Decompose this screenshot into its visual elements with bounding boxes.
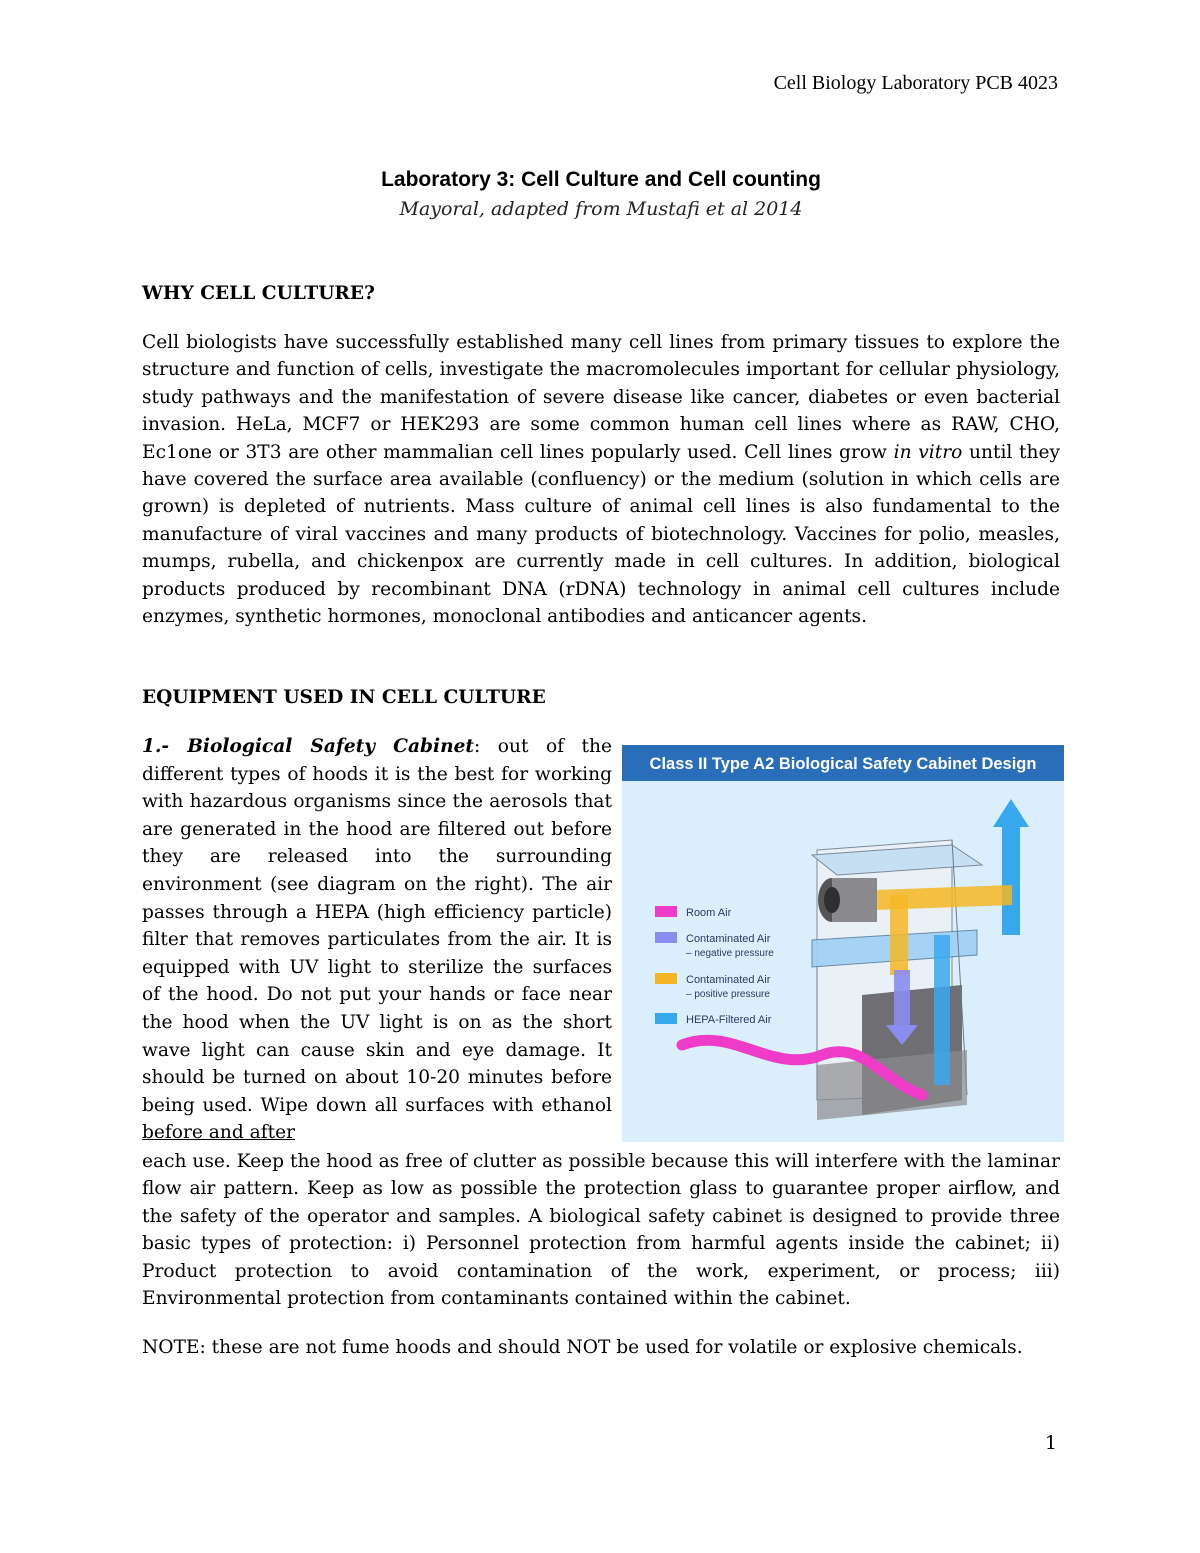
paragraph-text: Cell biologists have successfully established many cell lines from primary tissues to explore the structure and function of cells, investigate the macromolecules important for cellular physiology, study pathways and the manifestation of severe disease like cancer, diabetes or even bacterial invasion. HeLa, MCF7 or HEK293 are some common human cell lines where as RAW, CHO, Ec1one or 3T3 are other mammalian cell lines popularly used. Cell lines grow xyxy=(142,332,1060,463)
page-subtitle: Mayoral, adapted from Mustafi et al 2014 xyxy=(399,198,803,220)
equipment-item-1-text xyxy=(142,733,612,1147)
paragraph-text: out of the different types of hoods it is the best for working with hazardous organisms since the aerosols that are generated in the hood are filtered out before they are released into the surrounding environment (see diagram on the right). The air passes through a HEPA (high efficiency particle) filter that removes particulates from the air. It is equipped with UV light to sterilize the surfaces of the hood. Do not put your hands or face near the hood when the UV light is on as the short wave light can cause skin and eye damage. It should be turned on about 10-20 minutes before being used. Wipe down all surfaces with ethanol xyxy=(142,736,612,1116)
legend-sublabel: – negative pressure xyxy=(686,948,774,959)
exhaust-airflow xyxy=(1002,825,1020,935)
section-heading-equipment: EQUIPMENT USED IN CELL CULTURE xyxy=(142,687,546,708)
figure-title: Class II Type A2 Biological Safety Cabinet Design xyxy=(649,755,1037,773)
legend-label: Contaminated Air xyxy=(686,974,771,986)
note-fume-hoods: NOTE: these are not fume hoods and should NOT be used for volatile or explosive chemicals. xyxy=(142,1337,1023,1358)
underlined-phrase: before and after xyxy=(142,1122,295,1144)
legend-swatch-negative xyxy=(655,932,677,943)
section-equipment-heading-wrap xyxy=(142,684,1060,711)
page-title: Laboratory 3: Cell Culture and Cell counting xyxy=(381,168,821,191)
section-heading-why: WHY CELL CULTURE? xyxy=(142,283,375,304)
legend-label: Contaminated Air xyxy=(686,933,771,945)
paragraph-text: until they have covered the surface area available (confluency) or the medium (solution in which cells are grown) is depleted of nutrients. Mass culture of animal cell lines is also fundamental to the manufacture of viral vaccines and many products of biotechnology. Vaccines for polio, measles, mumps, rubella, and chickenpox are currently made in cell cultures. In addition, biological products produced by recombinant DNA (rDNA) technology in animal cell cultures include enzymes, synthetic hormones, monoclonal antibodies and anticancer agents. xyxy=(142,441,1060,628)
italic-term: in vitro xyxy=(893,441,963,463)
paragraph-why-cell-culture xyxy=(142,329,1060,630)
downflow-air xyxy=(894,970,910,1030)
equipment-item-1-continued: each use. Keep the hood as free of clutter as possible because this will interfere with the laminar flow air pattern. Keep as low as possible the protection glass to guarantee proper airflow, and the safety of the operator and samples. A biological safety cabinet is designed to provide three basic types of protection: i) Personnel protection from harmful agents inside the cabinet; ii) Product protection to avoid contamination of the work, experiment, or process; iii) Environmental protection from contaminants contained within the cabinet. xyxy=(142,1151,1060,1310)
equipment-item-1-label: 1.- Biological Safety Cabinet xyxy=(142,736,475,757)
title-block xyxy=(142,168,1060,220)
legend-swatch-positive xyxy=(655,973,677,984)
legend-sublabel: – positive pressure xyxy=(686,989,770,1000)
safety-cabinet-diagram xyxy=(622,745,1064,1142)
page-number: 1 xyxy=(1044,1432,1057,1454)
section-why-heading-wrap xyxy=(142,280,1060,307)
running-header: Cell Biology Laboratory PCB 4023 xyxy=(773,72,1058,94)
positive-pressure-flow xyxy=(890,895,908,975)
legend-swatch-room-air xyxy=(655,906,677,917)
legend-label: Room Air xyxy=(686,907,732,919)
label-colon: : xyxy=(474,736,481,757)
exhaust-fan-hole xyxy=(824,887,840,913)
hepa-filtered-flow xyxy=(934,935,950,1085)
legend-label: HEPA-Filtered Air xyxy=(686,1014,772,1026)
legend-swatch-hepa xyxy=(655,1013,677,1024)
